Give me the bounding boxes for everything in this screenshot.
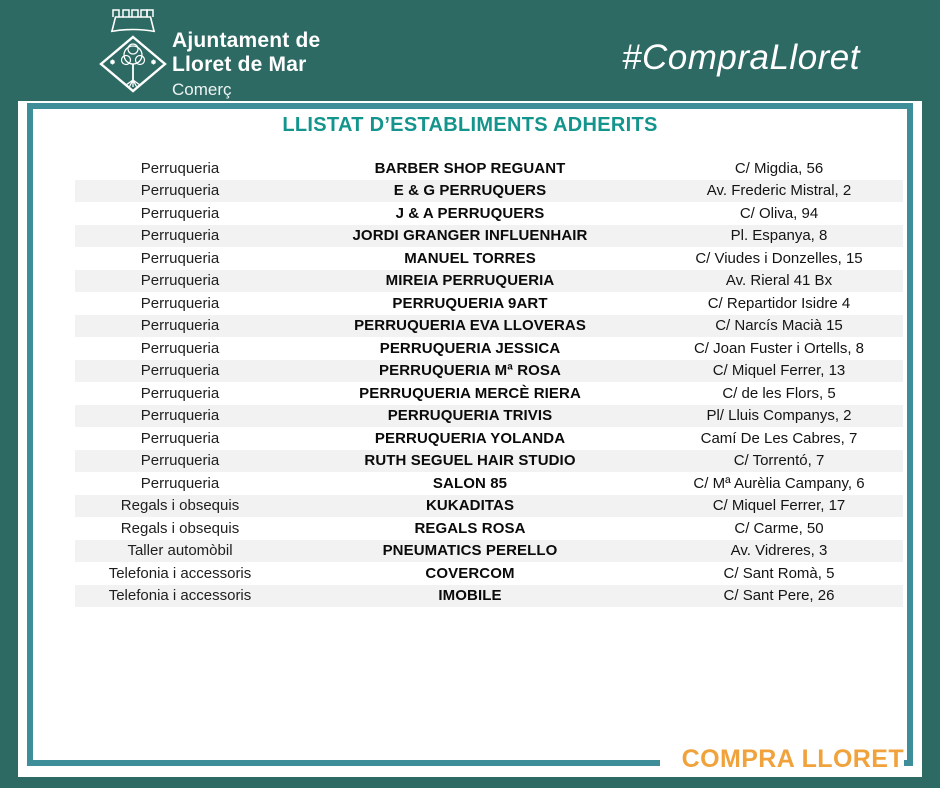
table-row — [75, 540, 903, 563]
row-name: COVERCOM — [425, 564, 515, 582]
city-crest-icon — [98, 6, 168, 103]
row-category: Perruqueria — [140, 249, 220, 267]
row-category: Perruqueria — [140, 182, 220, 200]
row-address: C/ Carme, 50 — [734, 519, 824, 537]
table-row — [75, 247, 903, 270]
row-address: Av. Frederic Mistral, 2 — [706, 182, 852, 200]
row-address: C/ Sant Romà, 5 — [723, 564, 835, 582]
hashtag-text: #CompraLloret — [622, 38, 860, 77]
row-address: C/ Migdia, 56 — [734, 159, 824, 177]
row-category: Perruqueria — [140, 452, 220, 470]
row-category: Perruqueria — [140, 204, 220, 222]
row-address: C/ Sant Pere, 26 — [723, 587, 835, 605]
row-category: Perruqueria — [140, 227, 220, 245]
row-name: PERRUQUERIA MERCÈ RIERA — [359, 384, 581, 402]
table-row — [75, 495, 903, 518]
row-category: Perruqueria — [140, 474, 220, 492]
table-row — [75, 270, 903, 293]
org-title-block — [172, 29, 320, 100]
row-category: Regals i obsequis — [120, 497, 240, 515]
row-category: Perruqueria — [140, 272, 220, 290]
row-name: SALON 85 — [432, 474, 508, 492]
row-category: Perruqueria — [140, 429, 220, 447]
row-address: C/ Repartidor Isidre 4 — [707, 294, 851, 312]
table-row — [75, 337, 903, 360]
row-address: C/ Narcís Macià 15 — [715, 317, 843, 335]
page-title: LLISTAT D’ESTABLIMENTS ADHERITS — [282, 114, 658, 136]
establishments-table — [75, 157, 903, 607]
row-category: Taller automòbil — [127, 542, 233, 560]
row-address: C/ Oliva, 94 — [739, 204, 819, 222]
compra-lloret-label: COMPRA LLORET — [660, 744, 904, 774]
table-row — [75, 562, 903, 585]
row-address: C/ Miquel Ferrer, 17 — [712, 497, 846, 515]
row-name: IMOBILE — [438, 587, 502, 605]
row-category: Perruqueria — [140, 384, 220, 402]
row-name: J & A PERRUQUERS — [395, 204, 545, 222]
row-address: Camí De Les Cabres, 7 — [700, 429, 858, 447]
table-row — [75, 157, 903, 180]
row-address: C/ de les Flors, 5 — [722, 384, 836, 402]
row-name: E & G PERRUQUERS — [393, 182, 547, 200]
table-row — [75, 382, 903, 405]
row-address: C/ Viudes i Donzelles, 15 — [695, 249, 863, 267]
row-address: Pl/ Lluis Companys, 2 — [706, 407, 852, 425]
row-name: RUTH SEGUEL HAIR STUDIO — [364, 452, 576, 470]
row-category: Telefonia i accessoris — [108, 564, 252, 582]
row-category: Perruqueria — [140, 362, 220, 380]
row-name: REGALS ROSA — [414, 519, 526, 537]
row-address: Av. Vidreres, 3 — [730, 542, 828, 560]
table-row — [75, 472, 903, 495]
row-name: PERRUQUERIA 9ART — [392, 294, 548, 312]
table-row — [75, 292, 903, 315]
row-address: Pl. Espanya, 8 — [730, 227, 828, 245]
table-row — [75, 405, 903, 428]
row-name: PERRUQUERIA JESSICA — [379, 339, 561, 357]
row-category: Perruqueria — [140, 339, 220, 357]
row-name: PNEUMATICS PERELLO — [382, 542, 558, 560]
table-row — [75, 180, 903, 203]
table-row — [75, 585, 903, 608]
table-row — [75, 450, 903, 473]
table-row — [75, 315, 903, 338]
row-address: C/ Torrentó, 7 — [733, 452, 825, 470]
table-row — [75, 360, 903, 383]
row-address: C/ Joan Fuster i Ortells, 8 — [693, 339, 865, 357]
row-name: MIREIA PERRUQUERIA — [385, 272, 555, 290]
row-name: PERRUQUERIA TRIVIS — [387, 407, 553, 425]
row-category: Perruqueria — [140, 159, 220, 177]
header-band — [0, 0, 940, 101]
row-category: Regals i obsequis — [120, 519, 240, 537]
row-name: KUKADITAS — [425, 497, 515, 515]
row-name: BARBER SHOP REGUANT — [374, 159, 566, 177]
table-row — [75, 517, 903, 540]
table-row — [75, 202, 903, 225]
table-row — [75, 427, 903, 450]
row-name: PERRUQUERIA EVA LLOVERAS — [354, 317, 586, 335]
row-name: PERRUQUERIA YOLANDA — [374, 429, 566, 447]
row-address: C/ Miquel Ferrer, 13 — [712, 362, 846, 380]
row-category: Perruqueria — [140, 317, 220, 335]
row-address: Av. Rieral 41 Bx — [725, 272, 833, 290]
row-category: Telefonia i accessoris — [108, 587, 252, 605]
org-subtitle: Comerç — [172, 80, 232, 99]
row-name: PERRUQUERIA Mª ROSA — [379, 362, 561, 380]
row-category: Perruqueria — [140, 407, 220, 425]
row-name: MANUEL TORRES — [404, 249, 536, 267]
row-address: C/ Mª Aurèlia Campany, 6 — [693, 474, 865, 492]
row-category: Perruqueria — [140, 294, 220, 312]
org-name-line2: Lloret de Mar — [172, 53, 307, 76]
row-name: JORDI GRANGER INFLUENHAIR — [352, 227, 588, 245]
org-name-line1: Ajuntament de — [172, 29, 321, 52]
table-row — [75, 225, 903, 248]
